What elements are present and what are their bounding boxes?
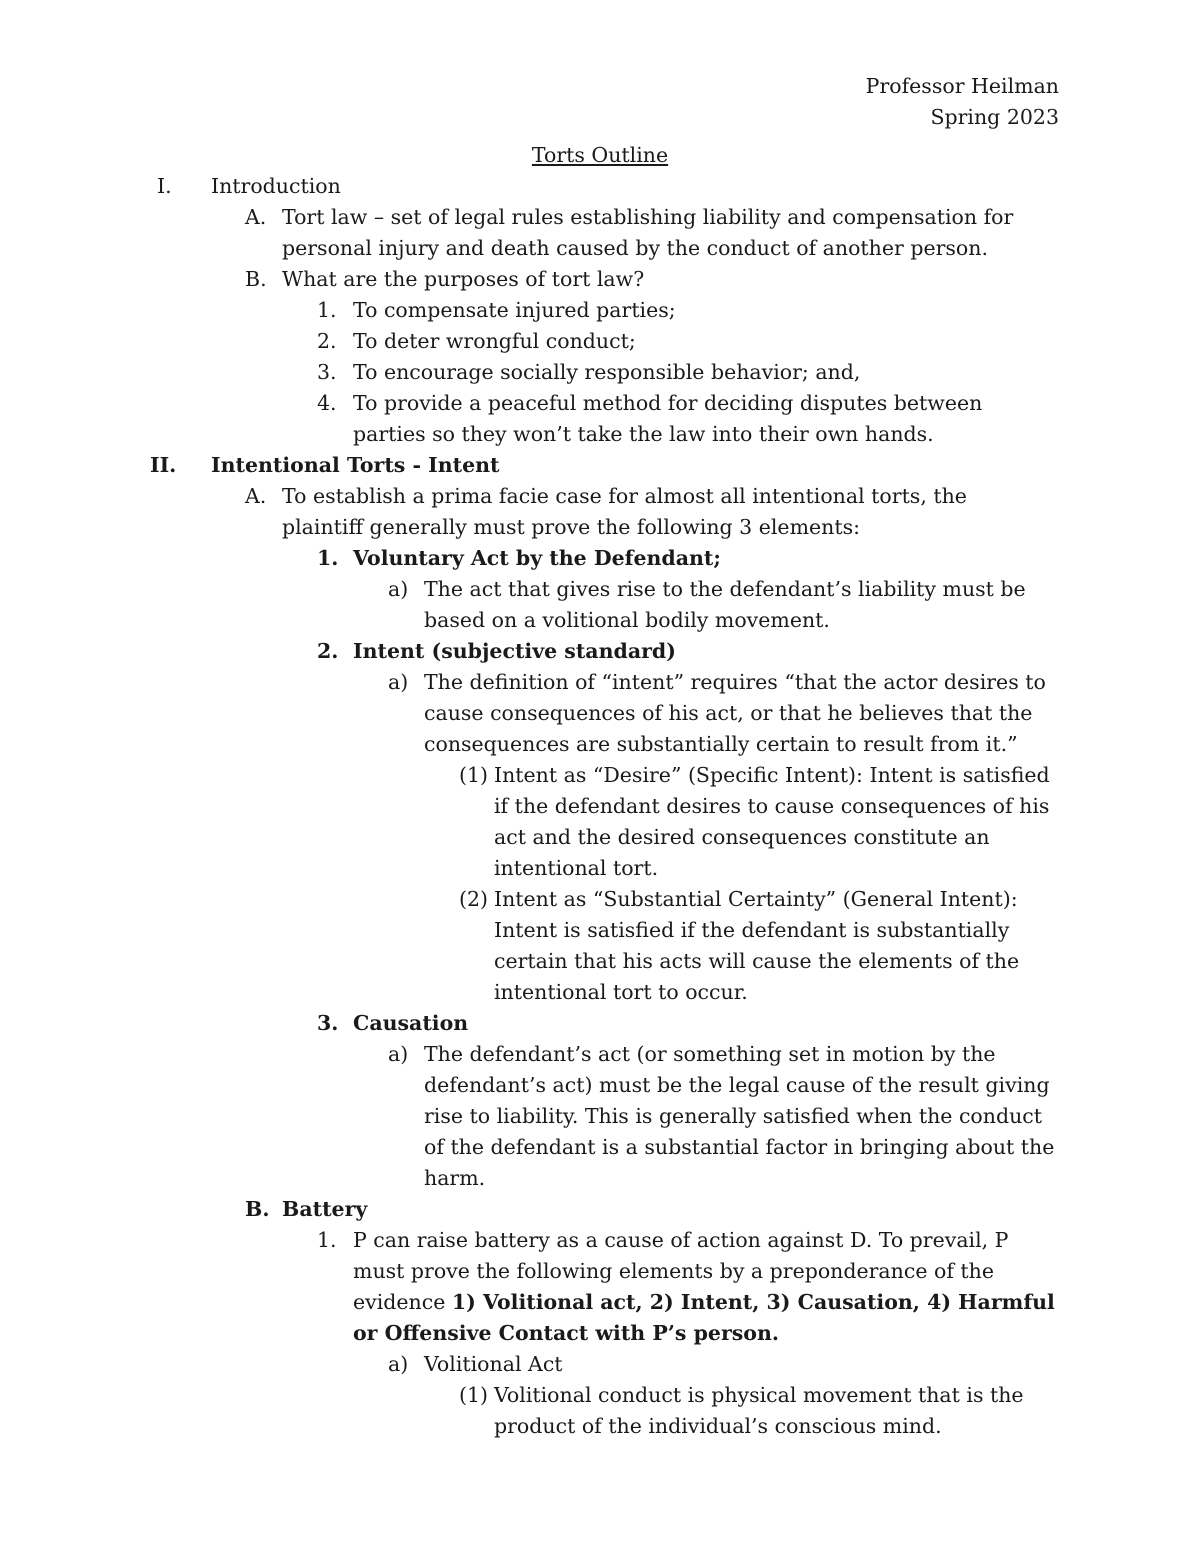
item-marker: a) (388, 1352, 409, 1376)
section-marker: I. (157, 174, 172, 198)
item-text: Tort law – set of legal rules establishing liability and compensation for personal injury and death caused by the conduct of another person. (282, 205, 1014, 260)
item-text: The definition of “intent” requires “that the actor desires to cause consequences of his act, or that he believes that the consequences are substantially certain to result from it.” (424, 670, 1046, 756)
header-professor: Professor Heilman (865, 74, 1059, 98)
item-text: Voluntary Act by the Defendant; (353, 546, 721, 570)
outline-item-1b (0, 264, 1200, 295)
outline-section-1 (0, 171, 1200, 202)
item-text: Battery (282, 1197, 368, 1221)
item-text: Intent (subjective standard) (353, 639, 676, 663)
element-heading (0, 1008, 1200, 1039)
list-item (0, 1039, 1200, 1194)
page-title: Torts Outline (531, 143, 669, 167)
battery-elements-text: 1) Volitional act, 2) Intent, 3) Causation, 4) Harmful or Offensive Contact with P’s person. (353, 1290, 1055, 1345)
item-marker: 1. (317, 298, 337, 322)
element-heading (0, 543, 1200, 574)
item-marker: B. (245, 1197, 270, 1221)
item-text: To encourage socially responsible behavior; and, (353, 360, 861, 384)
item-text: To compensate injured parties; (353, 298, 676, 322)
item-marker: B. (245, 267, 267, 291)
list-item (0, 295, 1200, 326)
item-text: Volitional conduct is physical movement that is the product of the individual’s conscious mind. (494, 1383, 1024, 1438)
item-text: To establish a prima facie case for almost all intentional torts, the plaintiff generally must prove the following 3 elements: (282, 484, 967, 539)
item-marker: (1) (459, 1383, 489, 1407)
list-item (0, 884, 1200, 1008)
element-heading (0, 636, 1200, 667)
list-item (0, 388, 1200, 450)
outline (0, 171, 1200, 1442)
list-item (0, 760, 1200, 884)
item-text: Intent as “Desire” (Specific Intent): Intent is satisfied if the defendant desires to cause consequences of his act and the desired consequences constitute an intentional tort. (494, 763, 1050, 880)
item-text: What are the purposes of tort law? (282, 267, 645, 291)
list-item (0, 1225, 1200, 1349)
item-marker: A. (245, 484, 267, 508)
outline-item-2b (0, 1194, 1200, 1225)
item-text (353, 1225, 1060, 1349)
list-item (0, 326, 1200, 357)
item-marker: 1. (317, 1228, 337, 1252)
item-marker: 2. (317, 639, 339, 663)
outline-section-2 (0, 450, 1200, 481)
item-marker: 2. (317, 329, 337, 353)
item-marker: A. (245, 205, 267, 229)
list-item (0, 1380, 1200, 1442)
list-item (0, 1349, 1200, 1380)
outline-item-1a (0, 202, 1200, 264)
item-text: Volitional Act (424, 1352, 563, 1376)
list-item (0, 667, 1200, 760)
section-marker: II. (150, 453, 177, 477)
item-marker: a) (388, 670, 409, 694)
item-marker: (1) (459, 763, 489, 787)
item-marker: a) (388, 577, 409, 601)
item-text: Causation (353, 1011, 469, 1035)
item-marker: 4. (317, 391, 337, 415)
item-marker: 3. (317, 360, 337, 384)
item-marker: (2) (459, 887, 489, 911)
item-text: The act that gives rise to the defendant’s liability must be based on a volitional bodily movement. (424, 577, 1026, 632)
item-marker: 1. (317, 546, 339, 570)
item-marker: 3. (317, 1011, 339, 1035)
item-text: To provide a peaceful method for deciding disputes between parties so they won’t take the law into their own hands. (353, 391, 983, 446)
outline-item-2a (0, 481, 1200, 543)
section-heading: Intentional Torts - Intent (211, 453, 500, 477)
item-text: The defendant’s act (or something set in motion by the defendant’s act) must be the legal cause of the result giving rise to liability. This is generally satisfied when the conduct of the defendant is a substantial factor in bringing about the harm. (424, 1042, 1055, 1190)
header-term: Spring 2023 (930, 105, 1059, 129)
list-item (0, 357, 1200, 388)
list-item (0, 574, 1200, 636)
item-text: To deter wrongful conduct; (353, 329, 636, 353)
item-text: Intent as “Substantial Certainty” (General Intent): Intent is satisfied if the defendant is substantially certain that his acts will cause the elements of the intentional tort to occur. (494, 887, 1020, 1004)
section-heading: Introduction (211, 174, 341, 198)
item-marker: a) (388, 1042, 409, 1066)
battery-intro-text: P can raise battery as a cause of action against D. To prevail, P must prove the following elements by a preponderance of the evidence (353, 1228, 1009, 1314)
